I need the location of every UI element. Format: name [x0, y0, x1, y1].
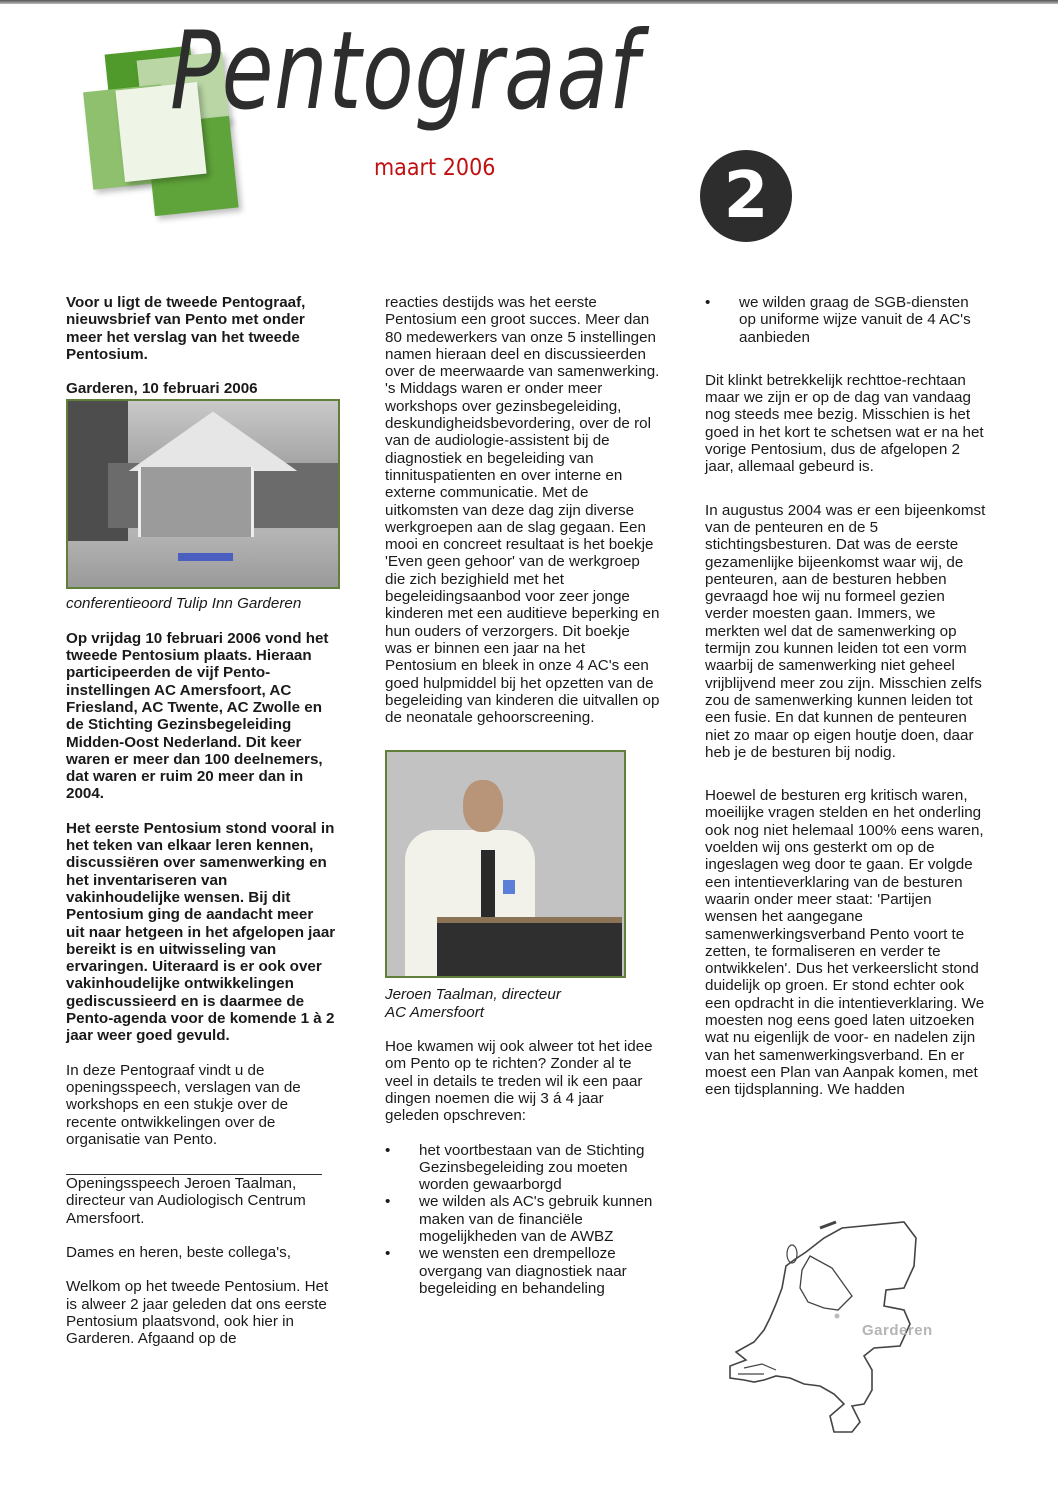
newsletter-title: Pentograaf: [170, 9, 640, 134]
list-item: • we wilden als AC's gebruik kunnen maken van de financiële mogelijkheden van de AWBZ: [385, 1193, 660, 1245]
masthead: [0, 0, 1058, 260]
speech-salutation: Dames en heren, beste collega's,: [66, 1243, 291, 1261]
list-item: • het voortbestaan van de Stichting Gezinsbegeleiding zou moeten worden gewaarborgd: [385, 1142, 660, 1194]
speech-opening-paragraph: Welkom op het tweede Pentosium. Het is alweer 2 jaar geleden dat ons eerste Pentosium plaatsvond, ook hier in Garderen. Afgaand op de: [66, 1278, 329, 1348]
speech-paragraph-2: Hoe kwamen wij ook alweer tot het idee om Pento op te richten? Zonder al te veel in details te treden wil ik een paar dingen noemen die wij 3 á 4 jaar geleden opschreven:: [385, 1038, 653, 1125]
issue-number-badge: 2: [700, 150, 792, 242]
issue-date: maart 2006: [374, 155, 496, 181]
intro-paragraph: Voor u ligt de tweede Pentograaf, nieuwsbrief van Pento met onder meer het verslag van het tweede Pentosium.: [66, 294, 306, 363]
map-label-garderen: Garderen: [862, 1322, 933, 1339]
photo-speaker: [385, 750, 626, 978]
photo-conference-venue: [66, 399, 340, 589]
comparison-paragraph: Het eerste Pentosium stond vooral in het teken van elkaar leren kennen, discussiëren over samenwerking en het inventariseren van vakinhoudelijke wensen. Bij dit Pentosium ging de aandacht meer uit naar hetgeen in het afgelopen jaar bereikt is en uitwisseling van ervaringen. Uiteraard is er ook over vakinhoudelijke ontwikkelingen gediscussieerd en is daarmee de Pento-agenda voor de komende 1 à 2 jaar weer goed gevuld.: [66, 819, 336, 1045]
caption-line-2: AC Amersfoort: [385, 1003, 485, 1021]
photo-caption-venue: conferentieoord Tulip Inn Garderen: [66, 595, 302, 613]
speech-paragraph-5: Hoewel de besturen erg kritisch waren, moeilijke vragen stelden en het onderling ook nog niet helemaal 100% eens waren, voelden wij ons gesterkt om op de ingeslagen weg door te gaan. Er volgde een intentieverklaring van de besturen waarin onder meer staat: 'Partijen wensen het aangegane samenwerkingsverband Pento voort te zetten, te formaliseren en verder te ontwikkelen'. Dus het verkeerslicht stond duidelijk op groen. Er stond echter ook een opdracht in die intentieverklaring. We moesten nog eens goed laten uitzoeken wat nu eigenlijk de voor- en nadelen zijn van het samenwerkingsverband. En er moest een Plan van Aanpak komen, met een tijdsplanning. We hadden: [705, 787, 985, 1099]
contents-paragraph: In deze Pentograaf vindt u de openingsspeech, verslagen van de workshops en een stukje over de recente ontwikkelingen over de organisatie van Pento.: [66, 1061, 301, 1148]
column-3: [705, 294, 987, 1115]
photo-caption-speaker: [385, 986, 660, 1021]
speech-heading: Openingsspeech Jeroen Taalman, directeur van Audiologisch Centrum Amersfoort.: [66, 1175, 306, 1227]
speech-paragraph-1: reacties destijds was het eerste Pentosium een groot succes. Meer dan 80 medewerkers van onze 5 instellingen namen hieraan deel en discussieerden over de meerwaarde van samenwerking. 's Middags waren er onder meer workshops over gezinsbegeleiding, deskundigheidsbevordering, over de rol van de audiologie-assistent bij de diagnostiek en begeleiding van tinnituspatienten en over interne en externe communicatie. Met de uitkomsten van deze dag zijn diverse werkgroepen aan de slag gegaan. Een mooi en concreet resultaat is het boekje 'Even geen gehoor' van de werkgroep die zich bezighield met het begeleidingsaanbod voor zeer jonge kinderen met een auditieve beperking en hun ouders of verzorgers. Dit boekje was er binnen een jaar na het Pentosium en bleek in onze 4 AC's een goed hulpmiddel bij het opzetten van de begeleiding van kinderen die uitvallen op de neonatale gehoorscreening.: [385, 294, 660, 727]
list-item: • we wilden graag de SGB-diensten op uniforme wijze vanuit de 4 AC's aanbieden: [705, 294, 987, 346]
speech-paragraph-4: In augustus 2004 was er een bijeenkomst van de penteuren en de 5 stichtingsbesturen. Dat was de eerste gezamenlijke bijeenkomst waar wij, de penteuren, aan de besturen hebben gevraagd hoe wij nu formeel gezien verder moesten gaan. Immers, we merkten wel dat de samenwerking op termijn zou kunnen leiden tot een vorm waarbij de samenwerking niet geheel vrijblijvend meer zou zijn. Misschien zelfs zou de samenwerking kunnen leiden tot een fusie. En dat kunnen de penteuren niet zo maar op eigen houtje doen, daar heb je de besturen bij nodig.: [705, 501, 986, 761]
speech-paragraph-3: Dit klinkt betrekkelijk rechttoe-rechtaan maar we zijn er op de dag van vandaag nog steeds mee bezig. Misschien is het goed in het kort te schetsen wat er na het vorige Pentosium, dus de afgelopen 2 jaar, allemaal gebeurd is.: [705, 371, 984, 476]
event-summary-paragraph: Op vrijdag 10 februari 2006 vond het tweede Pentosium plaats. Hieraan participeerden de vijf Pento-instellingen AC Amersfoort, AC Friesland, AC Twente, AC Zwolle en de Stichting Gezinsbegeleiding Midden-Oost Nederland. Dit keer waren er meer dan 100 deelnemers, dat waren er ruim 20 meer dan in 2004.: [66, 629, 329, 803]
dateline: Garderen, 10 februari 2006: [66, 380, 258, 398]
goals-list-continued: [705, 294, 987, 346]
column-1: [66, 294, 336, 1364]
goals-list: [385, 1142, 660, 1298]
netherlands-map: [724, 1218, 954, 1448]
column-2: [385, 294, 660, 1314]
caption-line-1: Jeroen Taalman, directeur: [385, 986, 561, 1004]
list-item: • we wensten een drempelloze overgang van diagnostiek naar begeleiding en behandeling: [385, 1245, 660, 1297]
